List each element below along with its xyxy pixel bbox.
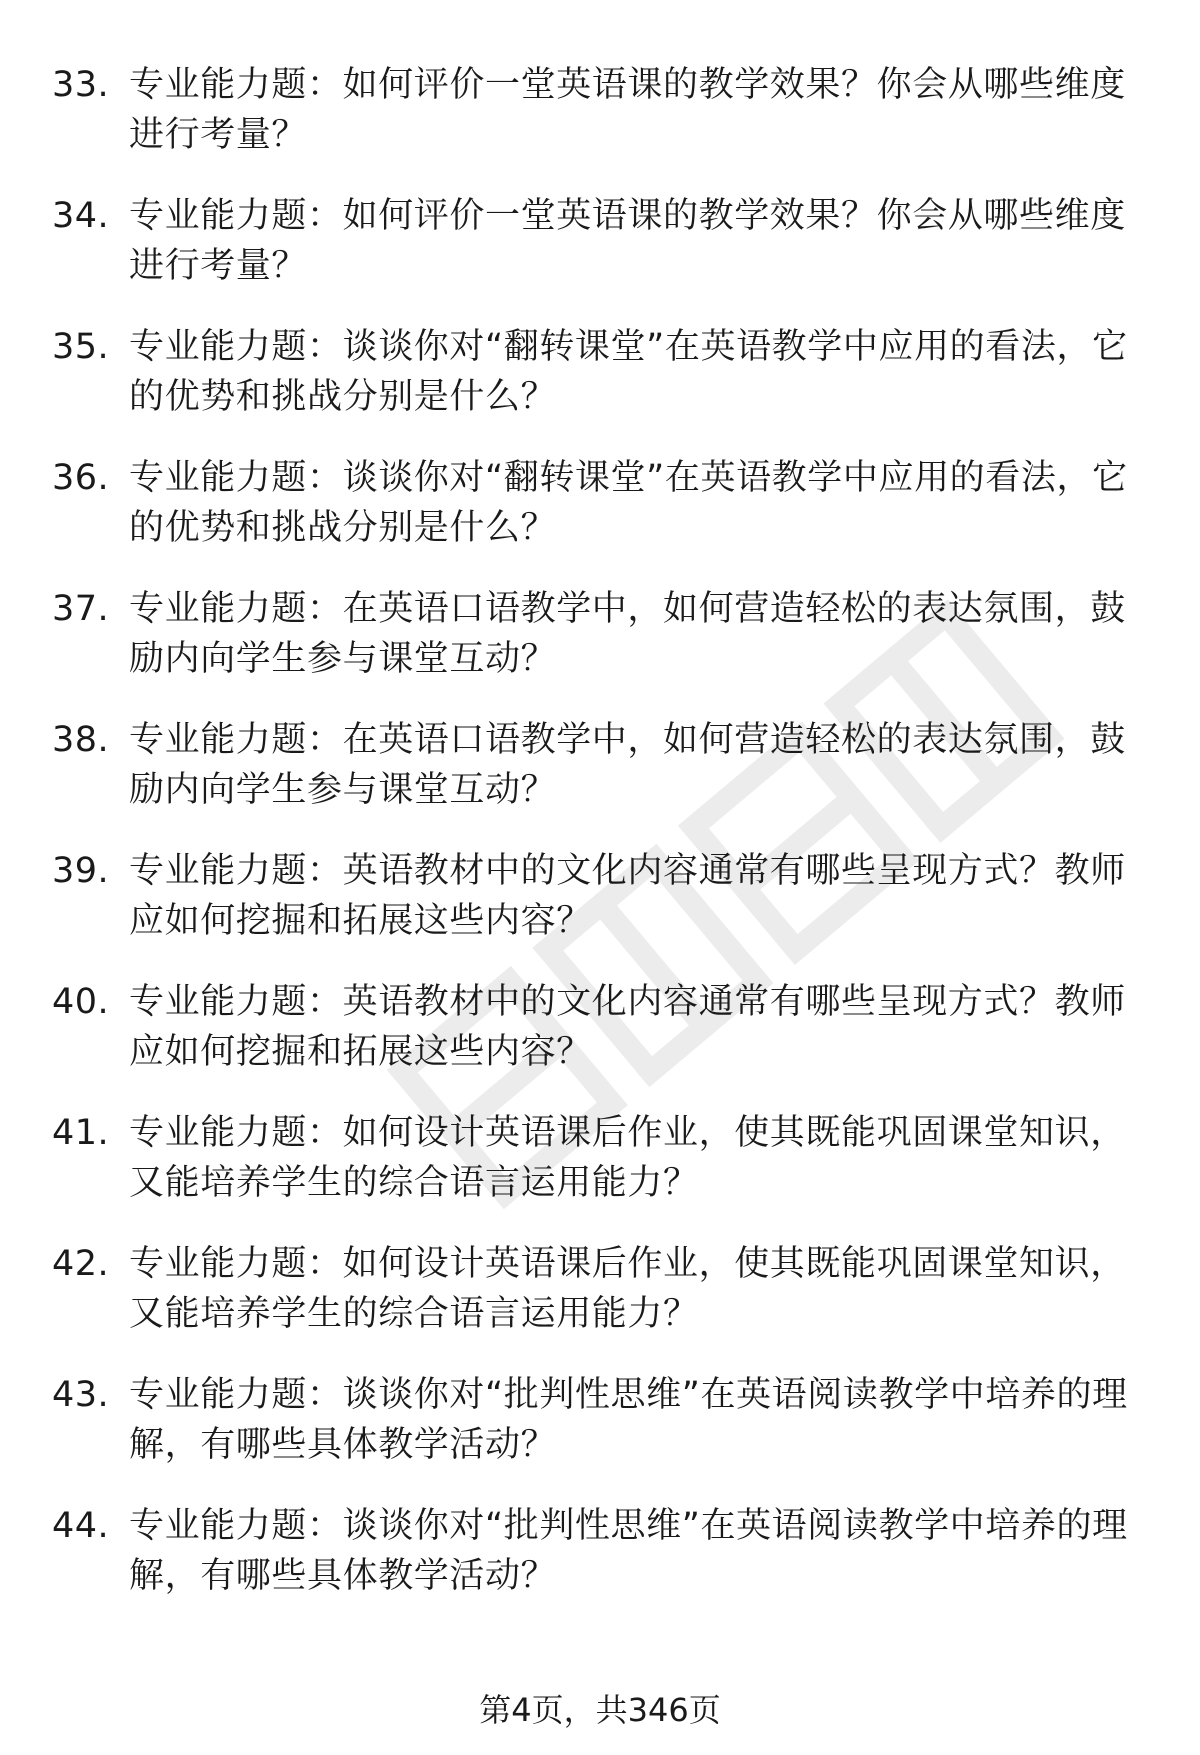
question-text: 专业能力题：英语教材中的文化内容通常有哪些呈现方式？教师应如何挖掘和拓展这些内容？ [129, 851, 1126, 941]
question-item [0, 1370, 1200, 1501]
question-item [0, 453, 1200, 584]
question-text: 专业能力题：如何评价一堂英语课的教学效果？你会从哪些维度进行考量？ [129, 65, 1126, 155]
page-footer: 第4页，共346页 [479, 1691, 721, 1729]
question-number: 38. [52, 720, 110, 760]
question-text: 专业能力题：谈谈你对“翻转课堂”在英语教学中应用的看法，它的优势和挑战分别是什么？ [129, 327, 1128, 417]
question-number: 33. [52, 65, 110, 105]
question-number: 37. [52, 589, 110, 629]
question-item [0, 846, 1200, 977]
question-item [0, 60, 1200, 191]
question-number: 40. [52, 982, 110, 1022]
question-text: 专业能力题：谈谈你对“批判性思维”在英语阅读教学中培养的理解，有哪些具体教学活动？ [129, 1375, 1128, 1465]
question-text: 专业能力题：如何设计英语课后作业，使其既能巩固课堂知识，又能培养学生的综合语言运用能力？ [129, 1244, 1126, 1334]
question-item [0, 322, 1200, 453]
question-item [0, 1239, 1200, 1370]
question-number: 41. [52, 1113, 110, 1153]
question-text: 专业能力题：谈谈你对“翻转课堂”在英语教学中应用的看法，它的优势和挑战分别是什么？ [129, 458, 1128, 548]
question-text: 专业能力题：谈谈你对“批判性思维”在英语阅读教学中培养的理解，有哪些具体教学活动？ [129, 1506, 1128, 1596]
question-number: 36. [52, 458, 110, 498]
question-item [0, 715, 1200, 846]
question-text: 专业能力题：如何设计英语课后作业，使其既能巩固课堂知识，又能培养学生的综合语言运用能力？ [129, 1113, 1126, 1203]
question-item [0, 977, 1200, 1108]
question-item [0, 191, 1200, 322]
question-item [0, 1108, 1200, 1239]
question-text: 专业能力题：如何评价一堂英语课的教学效果？你会从哪些维度进行考量？ [129, 196, 1126, 286]
question-list [0, 60, 1200, 1632]
question-number: 42. [52, 1244, 110, 1284]
question-number: 44. [52, 1506, 110, 1546]
question-number: 34. [52, 196, 110, 236]
question-number: 43. [52, 1375, 110, 1415]
question-text: 专业能力题：在英语口语教学中，如何营造轻松的表达氛围，鼓励内向学生参与课堂互动？ [129, 720, 1126, 810]
question-text: 专业能力题：英语教材中的文化内容通常有哪些呈现方式？教师应如何挖掘和拓展这些内容？ [129, 982, 1126, 1072]
question-number: 35. [52, 327, 110, 367]
question-item [0, 584, 1200, 715]
question-text: 专业能力题：在英语口语教学中，如何营造轻松的表达氛围，鼓励内向学生参与课堂互动？ [129, 589, 1126, 679]
question-item [0, 1501, 1200, 1632]
question-number: 39. [52, 851, 110, 891]
